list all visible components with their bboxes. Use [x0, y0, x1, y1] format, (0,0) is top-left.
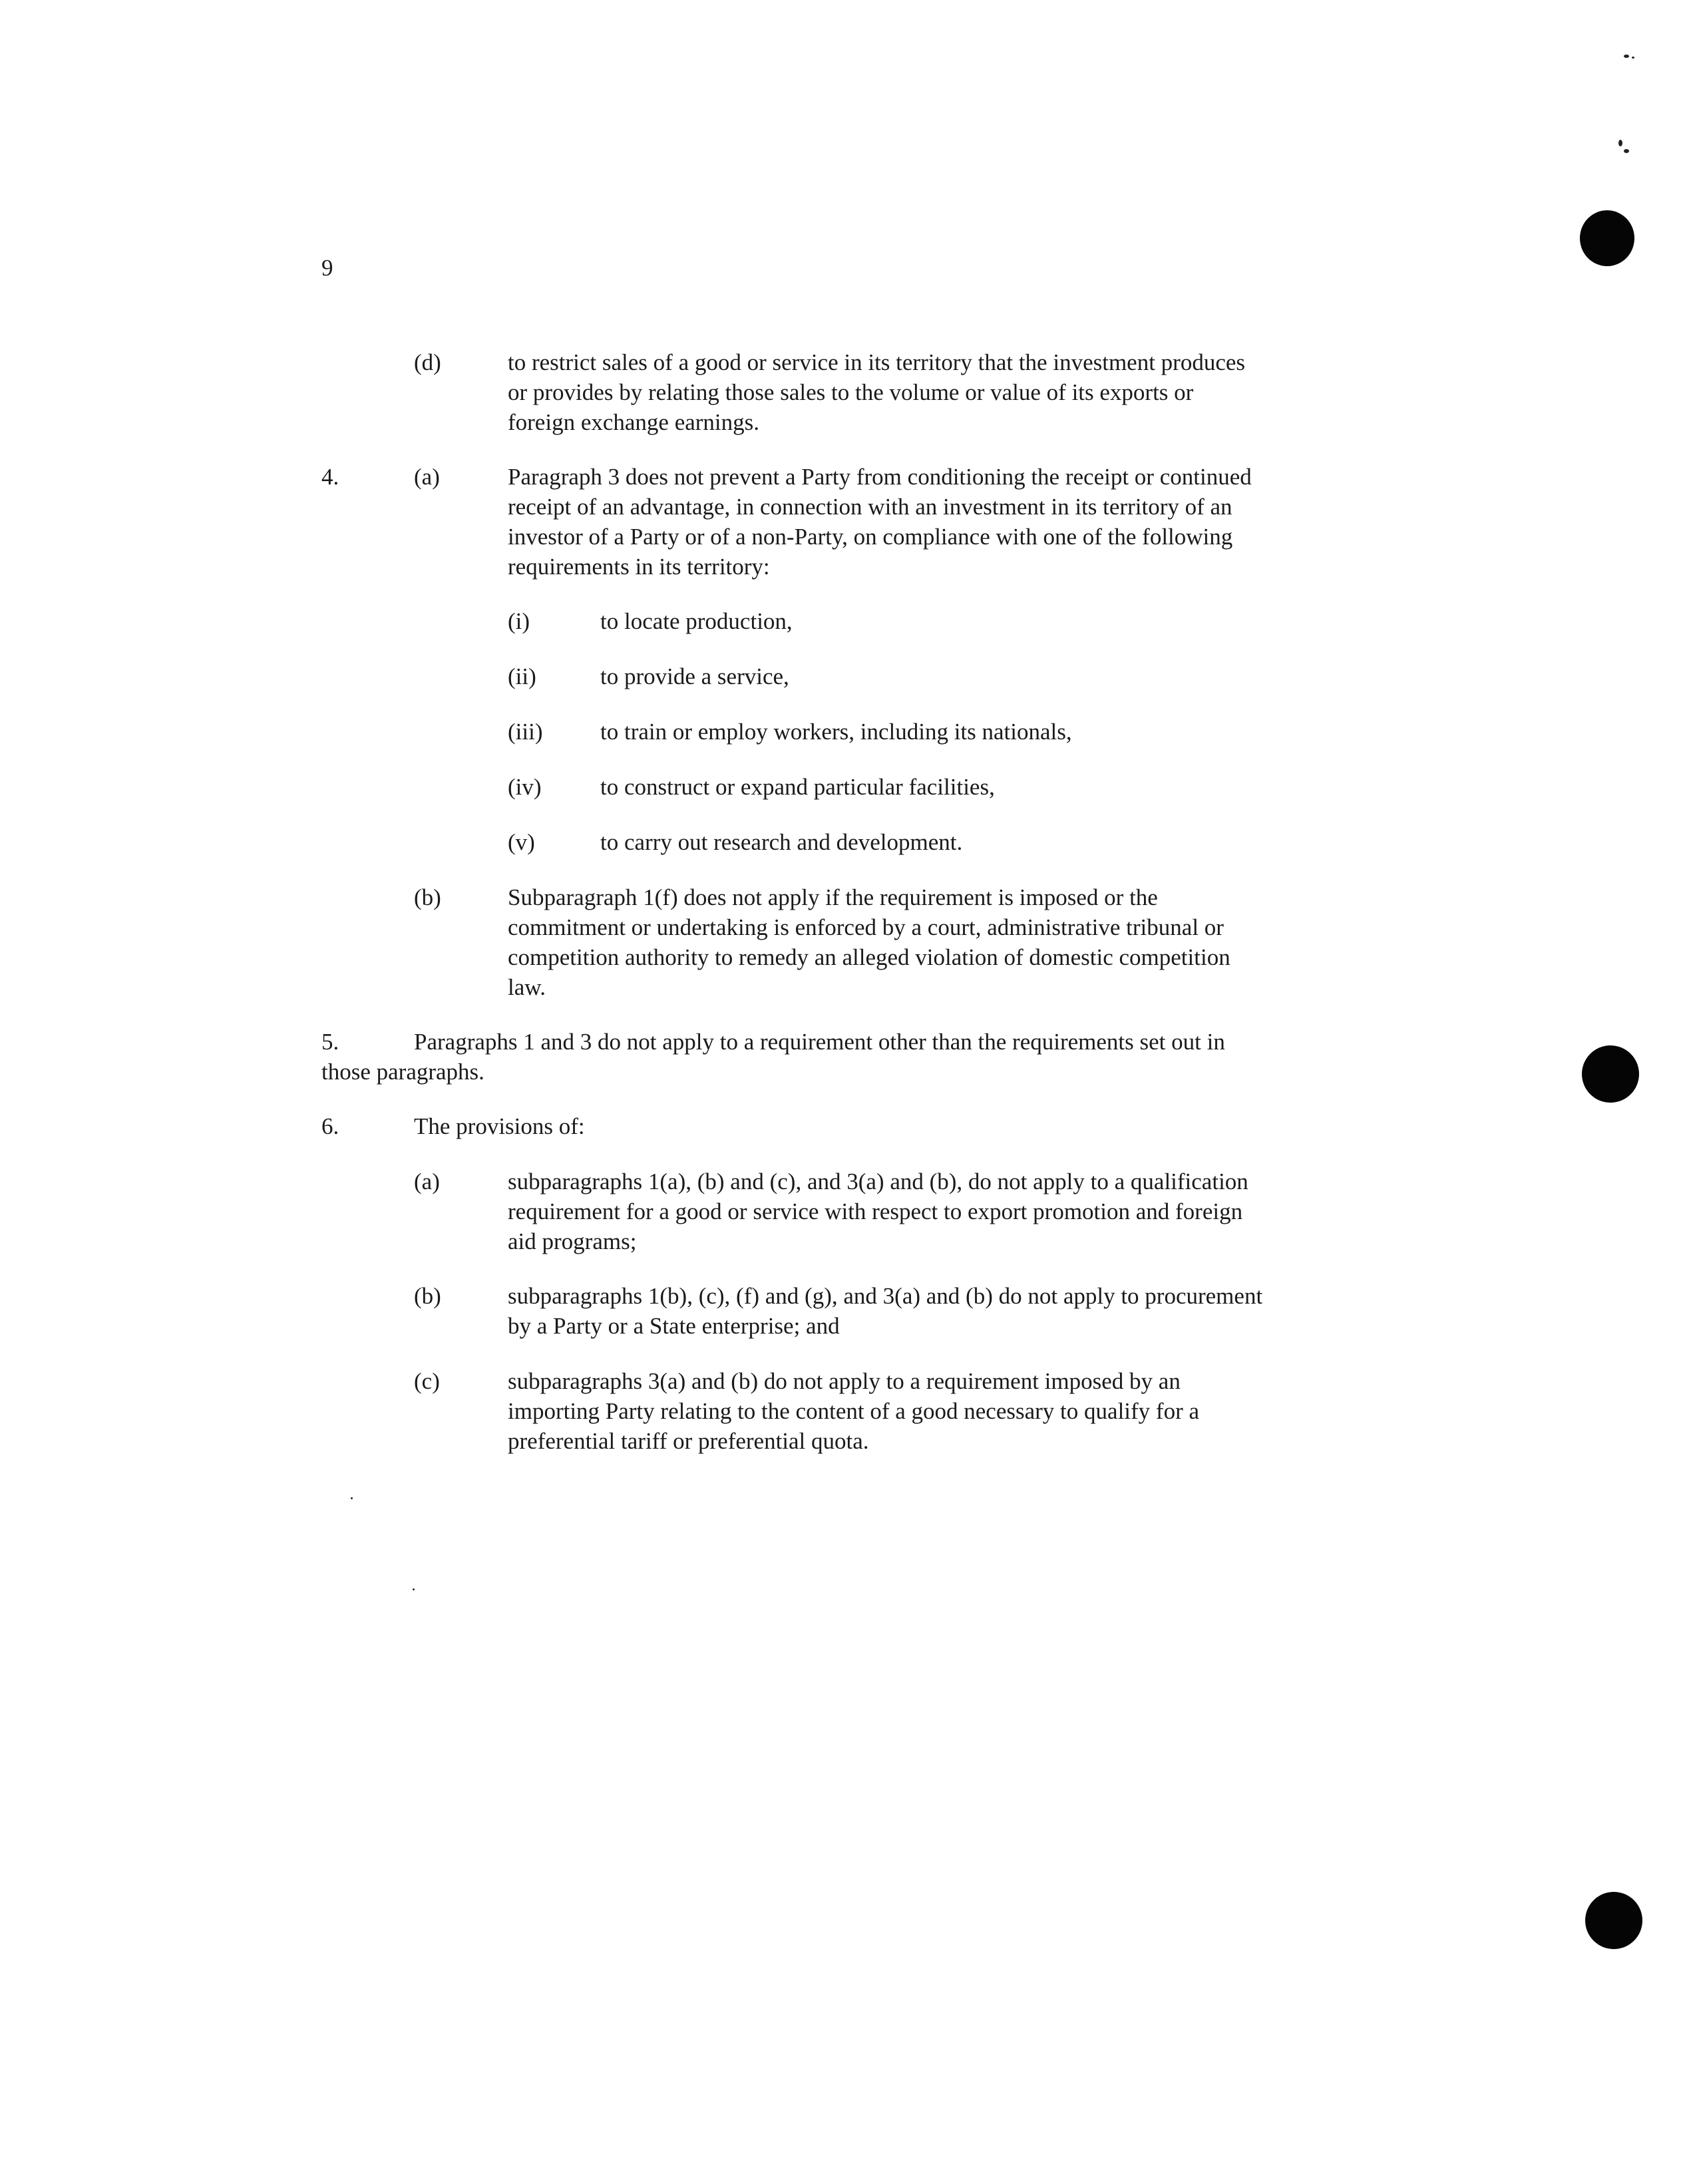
p4-item-text-ii: to provide a service, — [600, 663, 789, 689]
p4-item-label-iv: (iv) — [508, 774, 542, 800]
item-d-line-1: to restrict sales of a good or service in its territory that the investment produces — [508, 349, 1246, 375]
p6-c-line-1: subparagraphs 3(a) and (b) do not apply to a requirement imposed by an — [508, 1368, 1181, 1394]
p5-line-2: those paragraphs. — [321, 1059, 484, 1085]
p4-item-text-iii: to train or employ workers, including its nationals, — [600, 719, 1072, 745]
p6-a-line-1: subparagraphs 1(a), (b) and (c), and 3(a) and (b), do not apply to a qualification — [508, 1169, 1248, 1194]
p4-a-line-3: investor of a Party or of a non-Party, on compliance with one of the following — [508, 524, 1233, 550]
p4-b-line-1: Subparagraph 1(f) does not apply if the requirement is imposed or the — [508, 884, 1158, 910]
paragraph-number-6: 6. — [321, 1113, 339, 1139]
p4-a-line-4: requirements in its territory: — [508, 554, 770, 580]
p4-item-text-v: to carry out research and development. — [600, 829, 963, 855]
p6-intro: The provisions of: — [414, 1113, 585, 1139]
p6-label-c: (c) — [414, 1368, 440, 1394]
p4-b-line-3: competition authority to remedy an alleged violation of domestic competition — [508, 944, 1230, 970]
p6-b-line-1: subparagraphs 1(b), (c), (f) and (g), and 3(a) and (b) do not apply to procurement — [508, 1283, 1263, 1309]
p6-c-line-2: importing Party relating to the content of a good necessary to qualify for a — [508, 1398, 1200, 1424]
p4-item-text-i: to locate production, — [600, 608, 793, 634]
p4-label-b: (b) — [414, 884, 441, 910]
punch-hole-top — [1580, 210, 1634, 266]
scan-speck — [1632, 57, 1634, 59]
p6-label-a: (a) — [414, 1169, 440, 1194]
scan-speck — [413, 1588, 415, 1590]
p4-item-label-iii: (iii) — [508, 719, 543, 745]
p6-c-line-3: preferential tariff or preferential quota. — [508, 1428, 869, 1454]
scan-speck — [351, 1497, 353, 1499]
punch-hole-middle — [1582, 1045, 1639, 1103]
p4-a-line-2: receipt of an advantage, in connection with an investment in its territory of an — [508, 494, 1232, 520]
p4-b-line-2: commitment or undertaking is enforced by a court, administrative tribunal or — [508, 914, 1224, 940]
p4-item-label-ii: (ii) — [508, 663, 536, 689]
p6-label-b: (b) — [414, 1283, 441, 1309]
scan-speck — [1618, 140, 1622, 146]
p6-b-line-2: by a Party or a State enterprise; and — [508, 1313, 840, 1339]
page-number: 9 — [321, 255, 333, 281]
p4-a-line-1: Paragraph 3 does not prevent a Party from conditioning the receipt or continued — [508, 464, 1252, 490]
p4-item-text-iv: to construct or expand particular facilities, — [600, 774, 995, 800]
p4-item-label-i: (i) — [508, 608, 530, 634]
item-d-line-2: or provides by relating those sales to the volume or value of its exports or — [508, 379, 1194, 405]
p6-a-line-2: requirement for a good or service with respect to export promotion and foreign — [508, 1198, 1243, 1224]
item-label-d: (d) — [414, 349, 441, 375]
paragraph-number-4: 4. — [321, 464, 339, 490]
item-d-line-3: foreign exchange earnings. — [508, 409, 760, 435]
punch-hole-bottom — [1585, 1892, 1642, 1949]
p6-a-line-3: aid programs; — [508, 1228, 637, 1254]
paragraph-number-5: 5. — [321, 1029, 339, 1055]
p4-label-a: (a) — [414, 464, 440, 490]
p4-b-line-4: law. — [508, 974, 546, 1000]
scan-speck — [1624, 149, 1629, 153]
scan-speck — [1624, 55, 1629, 58]
p5-line-1: Paragraphs 1 and 3 do not apply to a requirement other than the requirements set out in — [414, 1029, 1225, 1055]
p4-item-label-v: (v) — [508, 829, 535, 855]
